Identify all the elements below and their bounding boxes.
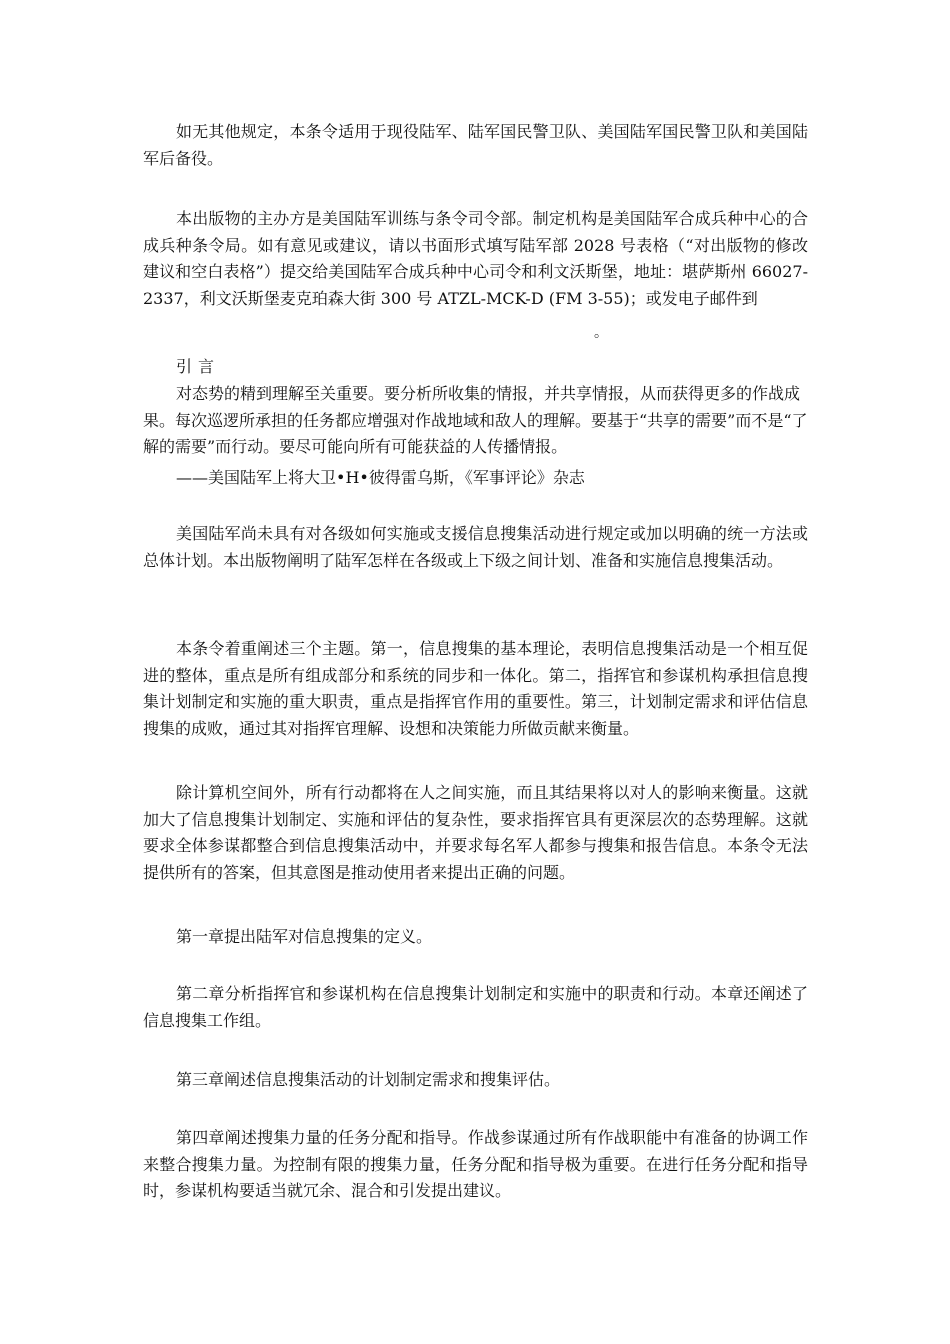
paragraph-chapter-3: 第三章阐述信息搜集活动的计划制定需求和搜集评估。 — [176, 1070, 561, 1089]
intro-heading: 引言 — [176, 357, 221, 376]
intro-quote: 对态势的精到理解至关重要。要分析所收集的情报，并共享情报，从而获得更多的作战成果。每次巡逻所承担的任务都应增强对作战地域和敌人的理解。要基于“共享的需要”而不是“了解的需要”而行动。要尽可能向所有可能获益的人传播情报。 — [143, 384, 808, 456]
paragraph-themes: 本条令着重阐述三个主题。第一，信息搜集的基本理论，表明信息搜集活动是一个相互促进的整体，重点是所有组成部分和系统的同步和一体化。第二，指挥官和参谋机构承担信息搜集计划制定和实施的重大职责，重点是指挥官作用的重要性。第三，计划制定需求和评估信息搜集的成败，通过其对指挥官理解、设想和决策能力所做贡献来衡量。 — [143, 639, 808, 738]
paragraph-complexity: 除计算机空间外，所有行动都将在人之间实施，而且其结果将以对人的影响来衡量。这就加大了信息搜集计划制定、实施和评估的复杂性，要求指挥官具有更深层次的态势理解。这就要求全体参谋都整合到信息搜集活动中，并要求每名军人都参与搜集和报告信息。本条令无法提供所有的答案，但其意图是推动使用者来提出正确的问题。 — [143, 783, 808, 882]
paragraph-chapter-1: 第一章提出陆军对信息搜集的定义。 — [176, 927, 433, 946]
paragraph-overview: 美国陆军尚未具有对各级如何实施或支援信息搜集活动进行规定或加以明确的统一方法或总体计划。本出版物阐明了陆军怎样在各级或上下级之间计划、准备和实施信息搜集活动。 — [143, 524, 808, 570]
paragraph-chapter-4: 第四章阐述搜集力量的任务分配和指导。作战参谋通过所有作战职能中有准备的协调工作来整合搜集力量。为控制有限的搜集力量，任务分配和指导极为重要。在进行任务分配和指导时，参谋机构要适当就冗余、混合和引发提出建议。 — [143, 1128, 808, 1200]
paragraph-proponent: 本出版物的主办方是美国陆军训练与条令司令部。制定机构是美国陆军合成兵种中心的合成兵种条令局。如有意见或建议，请以书面形式填写陆军部 2028 号表格（“对出版物的修改建议和空白表格”）提交给美国陆军合成兵种中心司令和利文沃斯堡，地址：堪萨斯州 66027-2337，利文沃斯堡麦克珀森大街 300 号 ATZL-MCK-D (FM 3-55)；或发电子邮件到 — [143, 209, 808, 308]
paragraph-applicability: 如无其他规定，本条令适用于现役陆军、陆军国民警卫队、美国陆军国民警卫队和美国陆军后备役。 — [143, 122, 808, 168]
quote-attribution: ——美国陆军上将大卫•H•彼得雷乌斯，《军事评论》杂志 — [176, 468, 585, 487]
paragraph-chapter-2: 第二章分析指挥官和参谋机构在信息搜集计划制定和实施中的职责和行动。本章还阐述了信息搜集工作组。 — [143, 984, 808, 1030]
paragraph-proponent-end: 。 — [594, 325, 608, 341]
